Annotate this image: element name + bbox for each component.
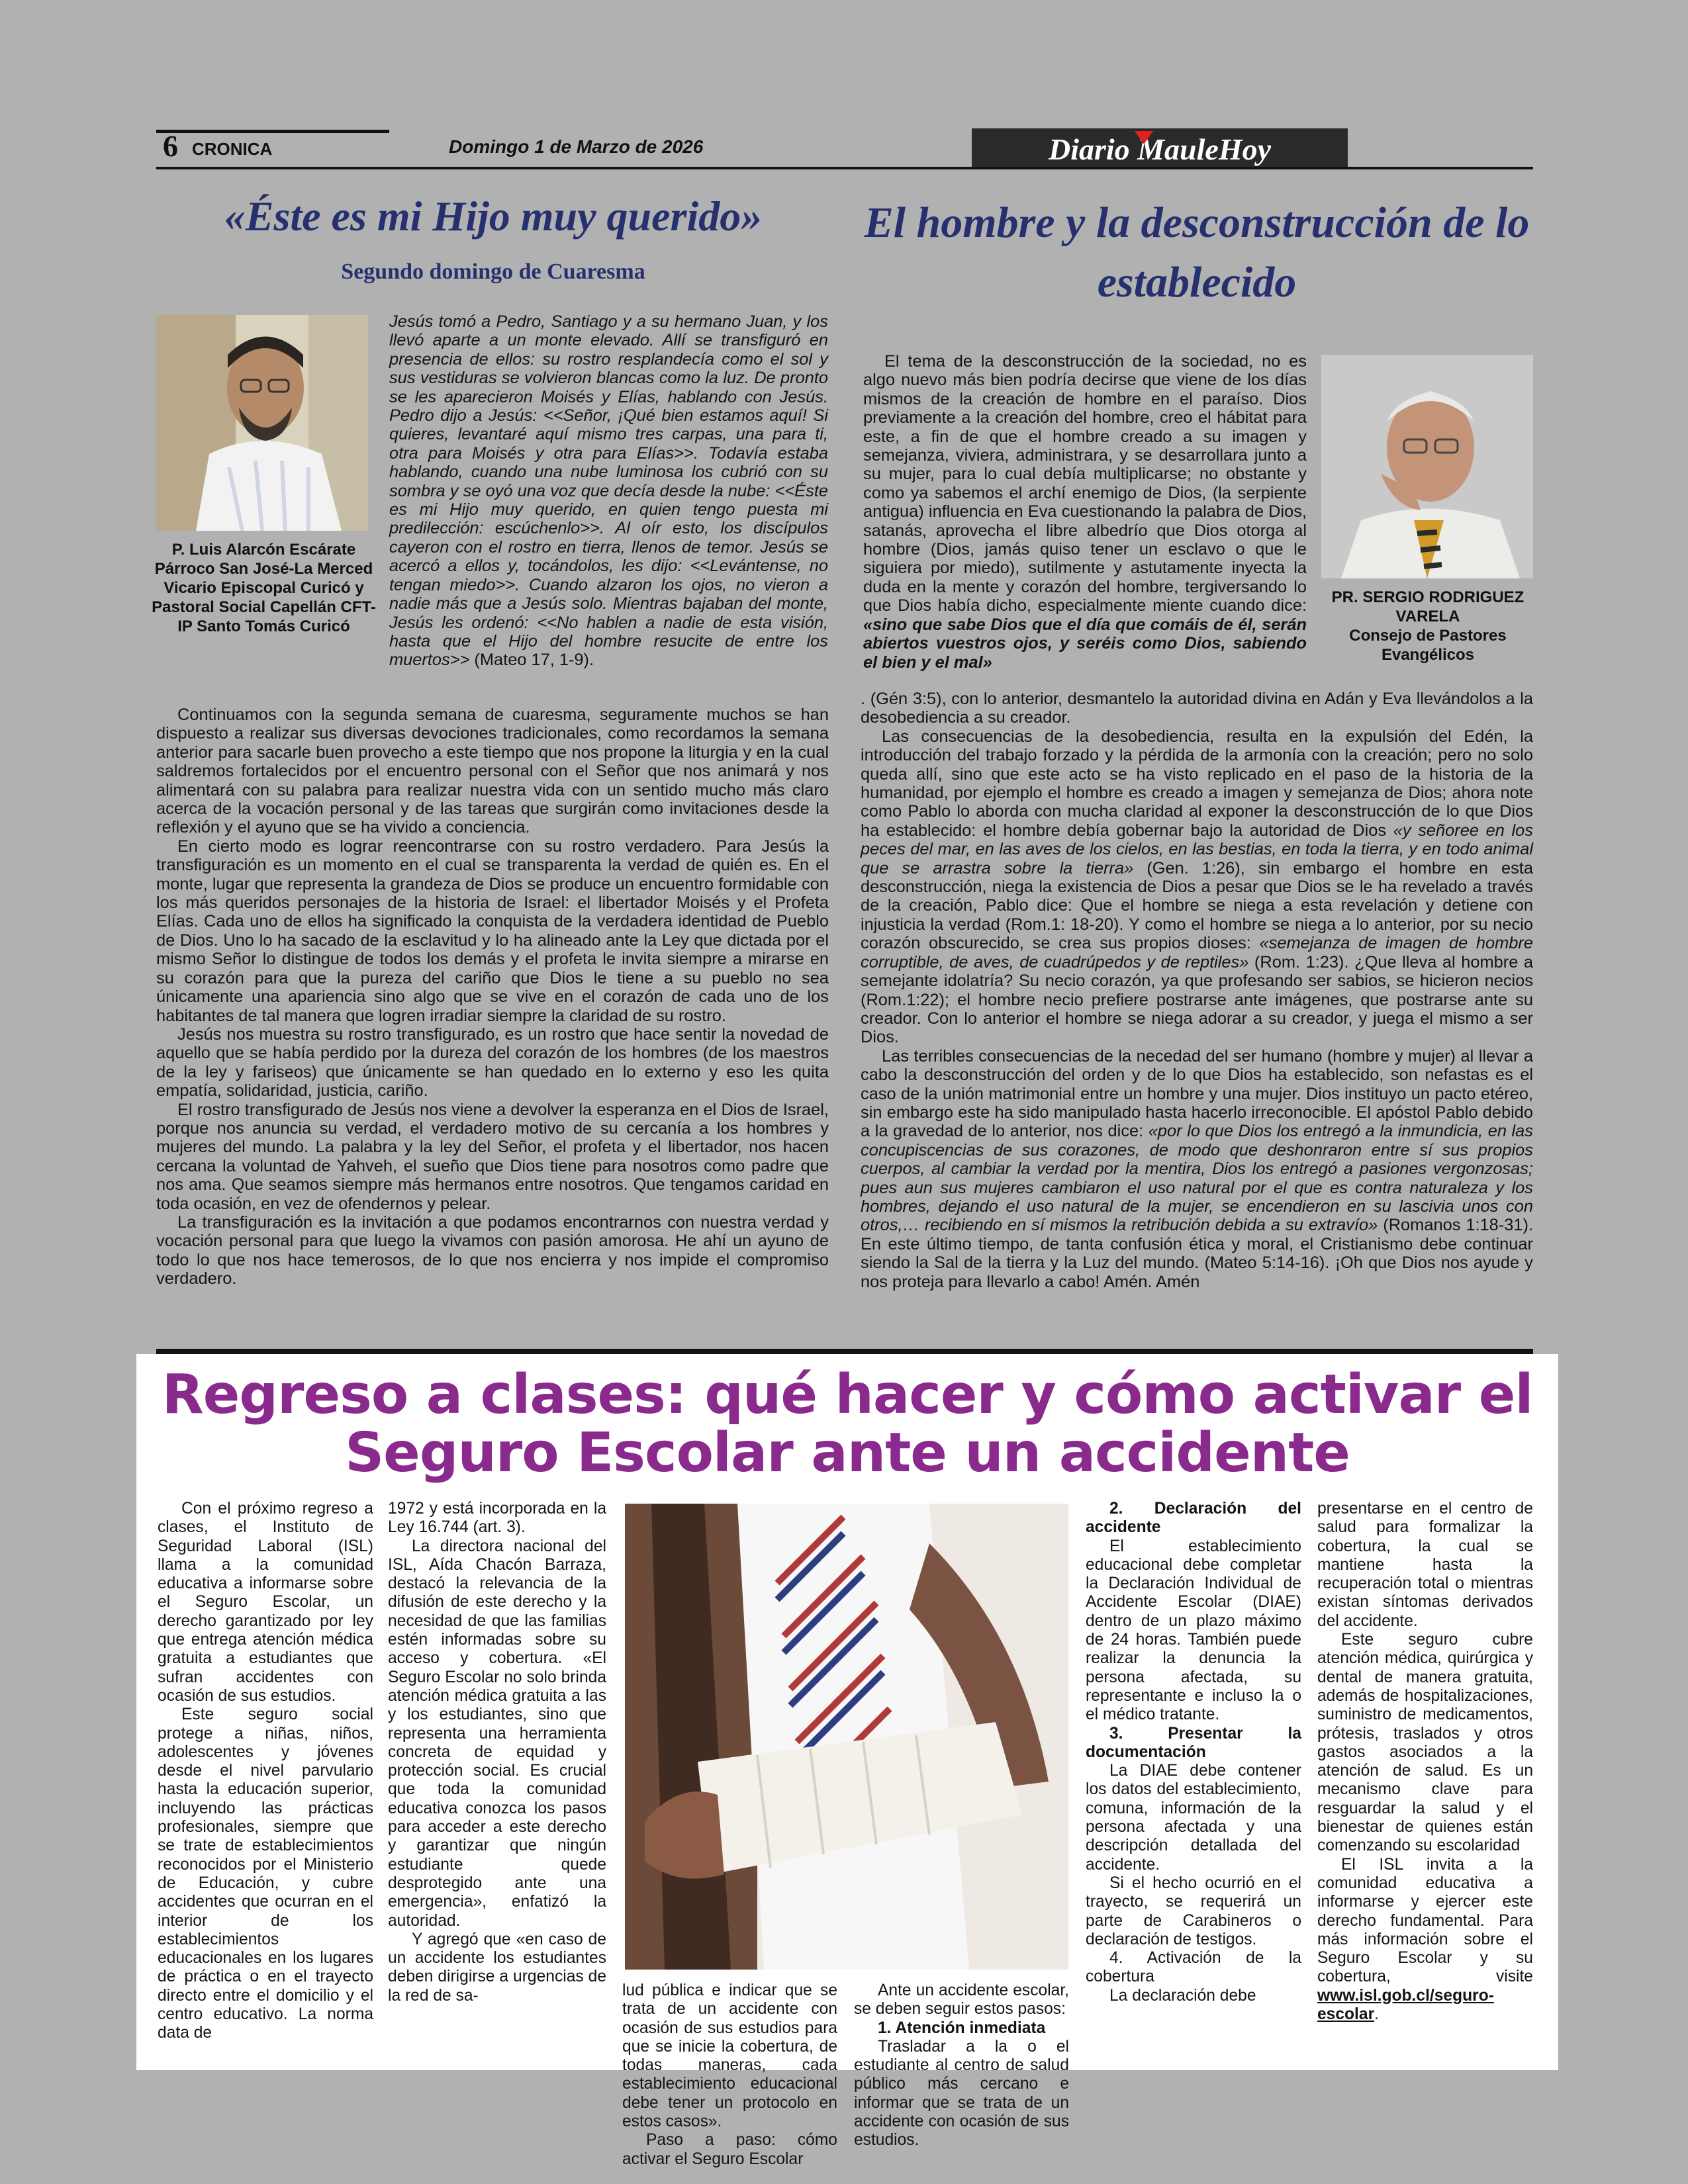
bottom-article-title: Regreso a clases: qué hacer y cómo activar el Seguro Escolar ante un accidente xyxy=(162,1363,1533,1484)
paragraph: La directora nacional del ISL, Aída Chacón Barraza, destacó la relevancia de la difusión de este derecho y la necesidad de que las familias estén informadas sobre su acceso y cobertura. «El Seguro Escolar no solo brinda atención médica gratuita a las y los estudiantes, sino que representa una herramienta concreta de equidad y protección social. Es crucial que toda la comunidad educativa conozca los pasos para acceder a este derecho y garantizar que ningún estudiante quede desprotegido ante una emergencia», enfatizó la autoridad. xyxy=(388,1537,606,1930)
intro-text: El tema de la desconstrucción de la sociedad, no es algo nuevo más bien podría decirse que viene de los días mismos de la creación de hombre en el paraíso. Dios previamente a la creación del hombre, creo el hábitat para este, a fin de que el hombre creado a su imagen y semejanza, viviera, administrara, y se desarrollara junto a su mujer, para lo cual debía multiplicarse; no obstante y como ya sabemos el archí enemigo de Dios, (la serpiente antigua) influencia en Eva cuestionando la palabra de Dios, satanás, aprovecha el libre albedrío que Dios otorga al hombre (Dios, jamás quiso tener un esclavo o que le siguiera por miedo), sutilmente y astutamente inyecta la duda en la mente y corazón del hombre, tergiversando lo que Dios había dicho, especialmente miente cuando dice: xyxy=(863,352,1307,615)
paragraph: . (Gén 3:5), con lo anterior, desmantelo la autoridad divina en Adán y Eva llevándolos a la desobediencia a su creador. xyxy=(861,690,1533,727)
step-heading: 4. Activación de la cobertura xyxy=(1086,1949,1301,1986)
author-photo-rodriguez xyxy=(1321,355,1533,578)
left-article-subtitle: Segundo domingo de Cuaresma xyxy=(341,259,645,284)
right-article-title: El hombre y la desconstrucción de lo establecido xyxy=(864,199,1530,306)
step-heading: 1. Atención inmediata xyxy=(878,2019,1046,2037)
portrait-illustration xyxy=(1321,355,1533,578)
paragraph: Trasladar a la o el estudiante al centro de salud público más cercano e informar que se trata de un accidente con ocasión de sus estudios. xyxy=(854,2037,1069,2150)
paragraph: Continuamos con la segunda semana de cuaresma, seguramente muchos se han dispuesto a realizar sus diversas devociones tradicionales, como recordamos la semana anterior para sacarle buen provecho a este tiempo que nos propone la liturgia y en la cual saldremos fortalecidos por el encuentro personal con el Señor que nos animará y nos alimentará con su palabra para realizar nuestra vida con un sentido mucho más claro acerca de la vocación personal y de las tareas que surgirán como invitaciones desde la reflexión y el ayuno que se ha vivido a conciencia. xyxy=(156,705,829,837)
bottom-column-1 xyxy=(158,1500,373,2043)
paragraph: Si el hecho ocurrió en el trayecto, se requerirá un parte de Carabineros o declaración de testigos. xyxy=(1086,1874,1301,1948)
paragraph: El establecimiento educacional debe completar la Declaración Individual de Accidente Escolar (DIAE) dentro de un plazo máximo de 24 horas. También puede realizar la denuncia la persona afectada, su representante e incluso la o el médico tratante. xyxy=(1086,1537,1301,1724)
right-author-caption xyxy=(1313,588,1542,664)
intro-quote: «sino que sabe Dios que el día que comáis de él, serán abiertos vuestros ojos, y seréis como Dios, sabiendo el bien y el mal» xyxy=(863,615,1307,672)
masthead-red-mark xyxy=(1135,131,1153,144)
paragraph: Ante un accidente escolar, se deben seguir estos pasos: xyxy=(854,1981,1069,2019)
right-author-role: Consejo de Pastores Evangélicos xyxy=(1349,627,1507,664)
paragraph: presentarse en el centro de salud para formalizar la cobertura, la cual se mantiene hasta la recuperación total o mientras existan síntomas derivados del accidente. xyxy=(1317,1500,1533,1630)
paragraph: Paso a paso: cómo activar el Seguro Escolar xyxy=(622,2131,837,2168)
bottom-column-6 xyxy=(1317,1500,1533,2024)
paragraph: Las terribles consecuencias de la necedad del ser humano (hombre y mujer) al llevar a cabo la desconstrucción del orden y de lo que Dios ha establecido, son nefastas es el caso de la unión matrimonial entre un hombre y una mujer. Dios instituyo un pacto etéreo, sin embargo este ha sido manipulado hasta hacerlo irreconocible. El apóstol Pablo debido a la gravedad de lo anterior, nos dice: «por lo que Dios los entregó a la inmundicia, en las concupiscencias de sus corazones, de modo que deshonraron entre sí sus propios cuerpos, al cambiar la verdad por la mentira, Dios los entregó a pasiones vergonzosas; pues aun sus mujeres cambiaron el uso natural por el que es contra naturaleza y los hombres, dejando el uso natural de la mujer, se encendieron en su lascivia unos con otros,… recibiendo en sí mismos la retribución debida a su extravío» (Romanos 1:18-31). En este último tiempo, de tanta confusión ética y moral, el Cristianismo debe continuar siendo la Sal de la tierra y la Luz del mundo. (Mateo 5:14-16). ¡Oh que Dios nos ayude y nos proteja para llevarlo a cabo! Amén. Amén xyxy=(861,1046,1533,1291)
paragraph: Y agregó que «en caso de un accidente los estudiantes deben dirigirse a urgencias de la red de sa- xyxy=(388,1930,606,2005)
page-number: 6 xyxy=(163,129,178,163)
step-heading: 3. Presentar la documentación xyxy=(1086,1724,1301,1761)
portrait-illustration xyxy=(156,315,368,531)
paragraph: Este seguro social protege a niñas, niños, adolescentes y jóvenes desde el nivel parvulario hasta la educación superior, incluyendo las prácticas profesionales, siempre que se trate de establecimientos reconocidos por el Ministerio de Educación, y cubre accidentes que ocurran en el interior de los establecimientos educacionales en los lugares de práctica o en el trayecto directo entre el domicilio y el centro educativo. La norma data de xyxy=(158,1706,373,2042)
gospel-reference: (Mateo 17, 1-9). xyxy=(469,651,594,670)
paragraph: 1972 y está incorporada en la Ley 16.744 (art. 3). xyxy=(388,1500,606,1537)
header-left-rule xyxy=(156,130,389,163)
header-rule xyxy=(156,167,1533,169)
step-heading: 2. Declaración del accidente xyxy=(1086,1500,1301,1537)
section-divider xyxy=(156,1349,1533,1354)
paragraph: Este seguro cubre atención médica, quirúrgica y dental de manera gratuita, además de hospitalizaciones, suministro de medicamentos, prótesis, traslados y otros gastos asociados a la atención de salud. Es un mecanismo clave para resguardar la salud y el bienestar de quienes están comenzando su escolaridad xyxy=(1317,1631,1533,1855)
paragraph: La declaración debe xyxy=(1109,1986,1256,2005)
section-label: CRONICA xyxy=(192,139,273,159)
bottom-column-3 xyxy=(622,1981,837,2169)
student-illustration xyxy=(625,1504,1068,1970)
gospel-text: Jesús tomó a Pedro, Santiago y a su hermano Juan, y los llevó aparte a un monte elevado. Allí se transfiguró en presencia de ellos: su rostro resplandecía como el sol y sus vestiduras se volvieron blancas como la luz. De pronto se les aparecieron Moisés y Elías, hablando con Jesús. Pedro dijo a Jesús: <<Señor, ¡Qué bien estamos aquí! Si quieres, levantaré aquí mismo tres carpas, una para ti, otra para Moisés y otra para Elías>>. Todavía estaba hablando, cuando una nube luminosa los cubrió con su sombra y se oyó una voz que decía desde la nube: <<Éste es mi Hijo muy querido, en quien tengo puesta mi predilección: escúchenlo>>. Al oír esto, los discípulos cayeron con el rostro en tierra, llenos de temor. Jesús se acercó a ellos y, tocándolos, les dijo: <<Levántense, no tengan miedo>>. Cuando alzaron los ojos, no vieron a nadie más que a Jesús solo. Mientras bajaban del monte, Jesús les ordenó: <<No hablen a nadie de esta visión, hasta que el Hijo del hombre resucite de entre los muertos>> xyxy=(389,312,828,670)
paragraph: Con el próximo regreso a clases, el Instituto de Seguridad Laboral (ISL) llama a la comunidad educativa a informarse sobre el Seguro Escolar, un derecho garantizado por ley que entrega atención médica gratuita a estudiantes que sufran accidentes con ocasión de sus estudios. xyxy=(158,1500,373,1705)
bottom-column-4 xyxy=(854,1981,1069,2150)
right-author-name: PR. SERGIO RODRIGUEZ VARELA xyxy=(1331,588,1524,625)
masthead-text: Diario MauleHoy xyxy=(1048,132,1272,166)
bottom-column-2 xyxy=(388,1500,606,2005)
paragraph: La transfiguración es la invitación a que podamos encontrarnos con nuestra verdad y vocación personal para que luego la vivamos con pasión amorosa. He ahí un ayuno de todo lo que nos hace temerosos, de lo que nos encierra y nos impide el compromiso verdadero. xyxy=(156,1212,829,1289)
paragraph: La DIAE debe contener los datos del establecimiento, comuna, información de la persona afectada y una descripción detallada del accidente. xyxy=(1086,1762,1301,1874)
issue-date: Domingo 1 de Marzo de 2026 xyxy=(449,136,704,157)
paragraph: En cierto modo es lograr reencontrarse con su rostro verdadero. Para Jesús la transfiguración es un momento en el cual se transparenta la verdad de quién es. En el monte, lugar que representa la grandeza de Dios se produce un encuentro formidable con los más queridos personajes de la historia de Israel: el libertador Moisés y el Profeta Elías. Cada uno de ellos ha significado la conquista de la verdadera identidad de Pueblo de Dios. Uno lo ha sacado de la esclavitud y lo ha alineado ante la Ley que dictada por el mismo Señor lo distingue de todos los demás y el profeta le invita siempre a mirarse en su corazón para que la pureza del cariño que Dios le tiene a su pueblo no sea únicamente una apariencia sino algo que se vive en el corazón de cada uno de los habitantes de tal manera que logren irradiar siempre la claridad de su rostro. xyxy=(156,837,829,1025)
author-photo-alarcon xyxy=(156,315,368,531)
paragraph: Las consecuencias de la desobediencia, resulta en la expulsión del Edén, la introducción del trabajo forzado y la pérdida de la armonía con la creación; pero no solo queda allí, sino que este acto se ha visto replicado en el paso de la historia de la humanidad, por ejemplo el hombre es creado a imagen y semejanza de Dios; ahora note como Pablo lo aborda con mucha claridad al exponer la desconstrucción de lo que Dios ha establecido: el hombre debía gobernar bajo la autoridad de Dios «y señoree en los peces del mar, en las aves de los cielos, en las bestias, en toda la tierra, y en todo animal que se arrastra sobre la tierra» (Gen. 1:26), sin embargo el hombre en esta desconstrucción, niega la existencia de Dios a pesar que Dios se le ha revelado a través de la creación, Pablo dice: Que el hombre se niega a esta revelación y detiene con injusticia la verdad (Rom.1: 18-20). Y como el hombre se niega a lo anterior, por su necio corazón obscurecido, se crea sus propios dioses: «semejanza de imagen de hombre corruptible, de aves, de cuadrúpedos y de reptiles» (Rom. 1:23). ¿Que lleva al hombre a semejante idolatría? Su necio corazón, ya que profesando ser sabios, se hicieron necios (Rom.1:22); el hombre necio prefiere postrarse ante imágenes, que postrarse ante su creador. Con lo anterior el hombre se niega adorar a su creador, y juega el mismo a ser Dios. xyxy=(861,727,1533,1047)
paragraph: lud pública e indicar que se trata de un accidente con ocasión de sus estudios para que se inicie la cobertura, de todas maneras, cada establecimiento educacional debe tener un protocolo en estos casos». xyxy=(622,1981,837,2131)
left-article-body xyxy=(156,705,829,1289)
paragraph: Jesús nos muestra su rostro transfigurado, es un rostro que hace sentir la novedad de aquello que se había perdido por la dureza del corazón de los hombres (de los maestros de la ley y fariseos) que únicamente se han quedado en lo externo y eso les quita empatía, solidaridad, justicia, cariño. xyxy=(156,1024,829,1101)
left-article-title: «Éste es mi Hijo muy querido» xyxy=(224,193,763,240)
paragraph: El ISL invita a la comunidad educativa a informarse y ejercer este derecho fundamental. Para más información sobre el Seguro Escolar y su cobertura, visite www.isl.gob.cl/seguro-escolar. xyxy=(1317,1855,1533,2024)
left-author-caption: P. Luis Alarcón Escárate Párroco San José-La Merced Vicario Episcopal Curicó y Pastoral Social Capellán CFT-IP Santo Tomás Curicó xyxy=(152,541,376,635)
right-article-intro xyxy=(863,352,1307,672)
gospel-reading xyxy=(389,312,828,670)
student-cast-photo xyxy=(625,1504,1068,1970)
seguro-escolar-link[interactable]: www.isl.gob.cl/seguro-escolar xyxy=(1317,1986,1494,2024)
masthead-logo xyxy=(972,128,1348,169)
right-article-body xyxy=(861,690,1533,1291)
bottom-column-5 xyxy=(1086,1500,1301,2005)
paragraph: El rostro transfigurado de Jesús nos viene a devolver la esperanza en el Dios de Israel, porque nos anuncia su verdad, el verdadero motivo de su cercanía a los hombres y mujeres del mundo. La palabra y la ley del Señor, el profeta y el libertador, nos hacen cercana la voluntad de Yahveh, el sueño que Dios tiene para nosotros como padre que nos ama. Que seamos siempre más hermanos entre nosotros. Que tengamos caridad en toda ocasión, en vez de ofendernos y pelear. xyxy=(156,1100,829,1213)
